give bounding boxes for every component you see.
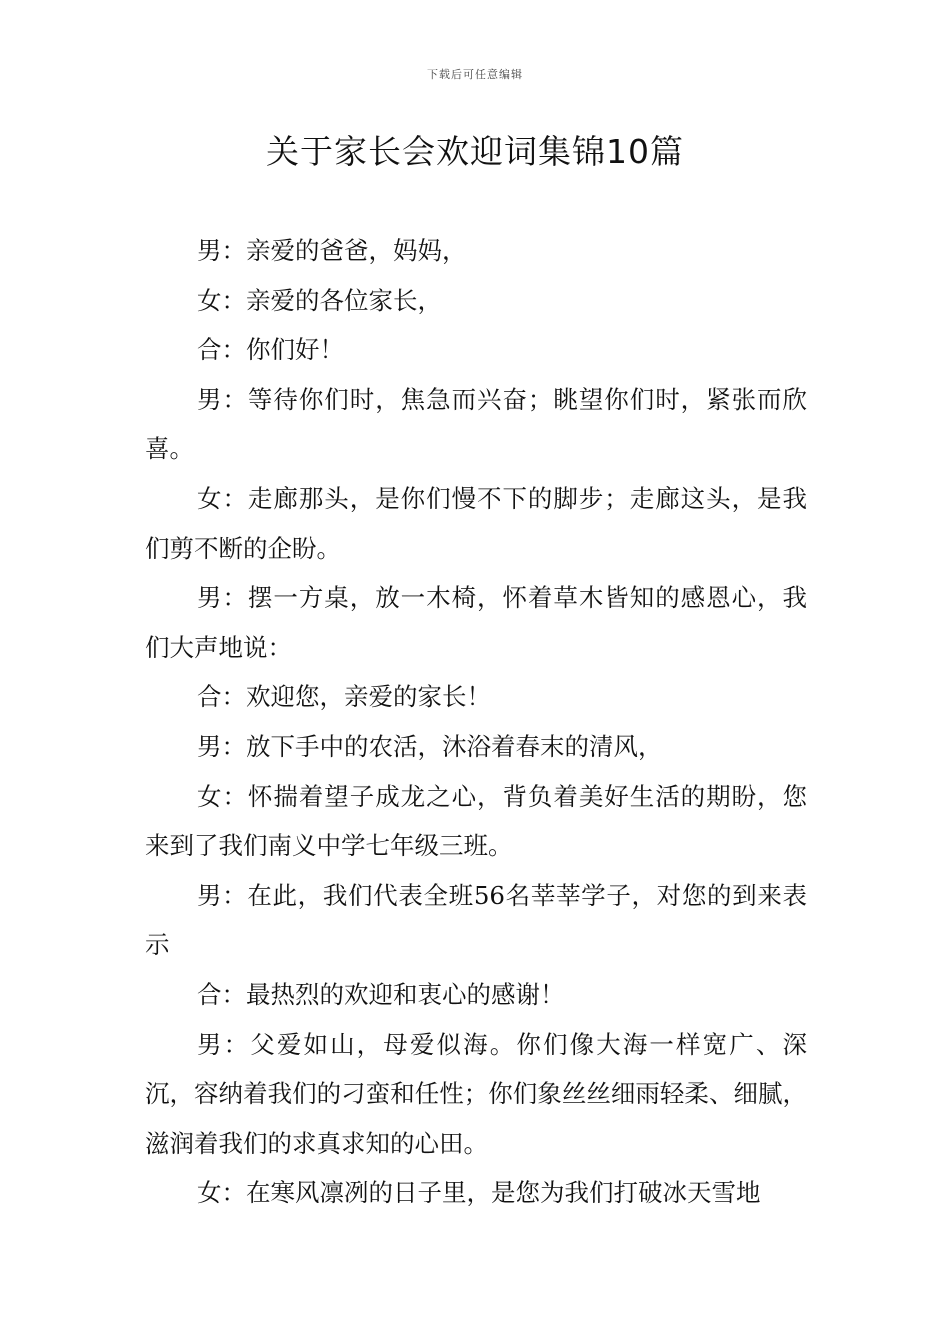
paragraph: 男：摆一方桌，放一木椅，怀着草木皆知的感恩心，我们大声地说： — [145, 583, 807, 662]
paragraph: 合：欢迎您，亲爱的家长！ — [197, 682, 491, 712]
paragraph: 男：等待你们时，焦急而兴奋；眺望你们时，紧张而欣喜。 — [145, 384, 807, 464]
paragraph: 女：亲爱的各位家长， — [197, 285, 442, 315]
paragraph: 合：你们好！ — [197, 335, 344, 365]
document-body — [145, 226, 807, 1218]
paragraph: 男：放下手中的农活，沐浴着春末的清风， — [197, 731, 663, 761]
paragraph: 男：在此，我们代表全班56名莘莘学子，对您的到来表示 — [145, 880, 807, 960]
paragraph: 男：亲爱的爸爸，妈妈， — [197, 236, 467, 265]
paragraph: 合：最热烈的欢迎和衷心的感谢！ — [197, 979, 565, 1009]
paragraph: 女：走廊那头，是你们慢不下的脚步；走廊这头，是我们剪不断的企盼。 — [145, 483, 807, 563]
paragraph: 女：怀揣着望子成龙之心，背负着美好生活的期盼，您来到了我们南义中学七年级三班。 — [145, 781, 807, 861]
paragraph: 男：父爱如山，母爱似海。你们像大海一样宽广、深沉，容纳着我们的刁蛮和任性；你们象丝丝细雨轻柔、细腻，滋润着我们的求真求知的心田。 — [145, 1029, 807, 1158]
document-title: 关于家长会欢迎词集锦10篇 — [266, 132, 684, 171]
header-note: 下载后可任意编辑 — [427, 68, 523, 81]
paragraph: 女：在寒风凛冽的日子里，是您为我们打破冰天雪地 — [197, 1178, 761, 1208]
